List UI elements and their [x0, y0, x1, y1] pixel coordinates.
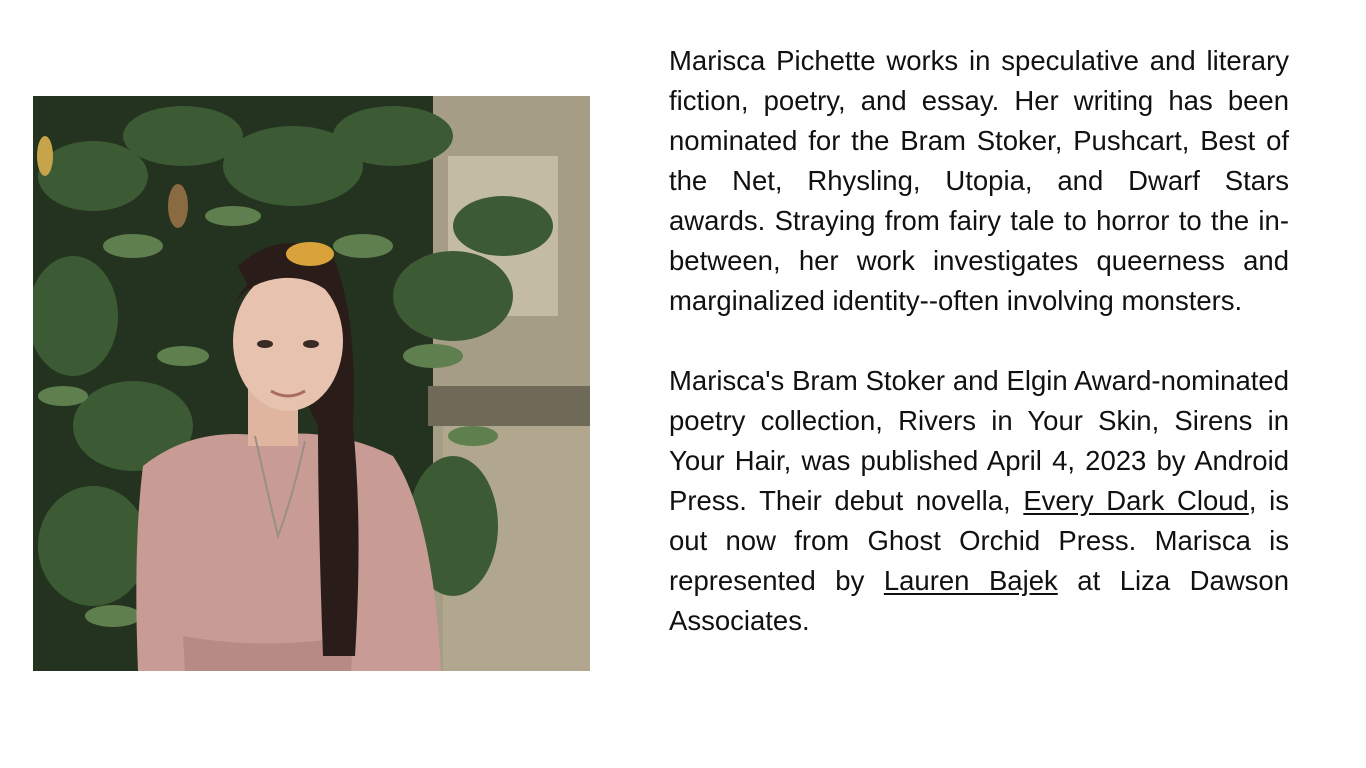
bio-paragraph-2-text-a: Marisca's Bram Stoker and Elgin Award-nominated poetry collection, Rivers in Your Skin, Sirens in Your Hair, was published April 4, 2023 by Android Press. Their debut novella,: [669, 365, 1289, 516]
lauren-bajek-link[interactable]: Lauren Bajek: [883, 565, 1058, 596]
bio-paragraph-2: [669, 361, 1289, 641]
every-dark-cloud-link[interactable]: Every Dark Cloud: [1023, 485, 1249, 516]
bio-paragraph-2-text-b: , is out now from Ghost Orchid Press. Marisca is represented by: [669, 485, 1289, 596]
author-bio: [669, 41, 1289, 641]
author-photo: [33, 96, 590, 671]
bio-paragraph-2-text-c: at Liza Dawson Associates.: [669, 565, 1290, 636]
bio-paragraph-1: Marisca Pichette works in speculative and literary fiction, poetry, and essay. Her writing has been nominated for the Bram Stoker, Pushcart, Best of the Net, Rhysling, Utopia, and Dwarf Stars awards. Straying from fairy tale to horror to the in-between, her work investigates queerness and marginalized identity--often involving monsters.: [669, 45, 1289, 316]
author-photo-illustration: [33, 96, 590, 671]
